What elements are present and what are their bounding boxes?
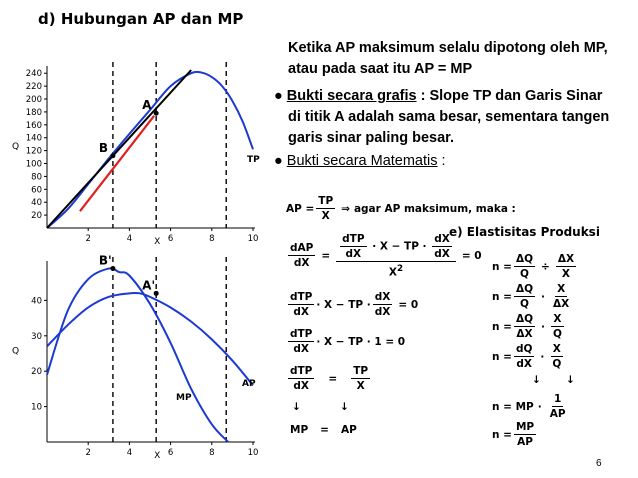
tp-curve xyxy=(47,72,253,228)
graphic-proof-tail: : Slope TP dan Garis Sinar xyxy=(416,88,603,104)
math-proof-tail: : xyxy=(437,153,446,169)
eq-ap-definition: AP = $\frac{TP}{X}$ ⇒ agar AP maksimum, maka : xyxy=(286,195,516,222)
eq-derivative: $\frac{\text{dAP}}{dX}$ = $\frac{\text{dTP}}{dX}$ · X − TP · $\frac{dX}{dX}$ $X^2$ = 0 xyxy=(290,233,482,279)
elasticity-row-5: n = MP · $\frac{1}{AP}$ xyxy=(492,393,566,420)
x-axis-label: X xyxy=(154,451,161,461)
bullet-graphic-proof xyxy=(274,86,609,149)
graphic-proof-line-2: garis sinar paling besar. xyxy=(288,130,455,146)
y-tick-label: 20 xyxy=(31,367,42,378)
point-marker xyxy=(154,111,159,116)
x-tick-label: 4 xyxy=(126,234,133,244)
eq-step-4: $\frac{\text{dTP}}{dX}$ = $\frac{TP}{X}$ xyxy=(290,365,369,392)
ap-curve xyxy=(47,293,253,385)
x-tick-label: 10 xyxy=(247,448,259,458)
y-tick-label: 220 xyxy=(25,82,42,93)
y-tick-label: 140 xyxy=(25,133,42,144)
ray-line xyxy=(47,70,191,228)
elasticity-heading: e) Elastisitas Produksi xyxy=(449,225,600,239)
x-tick-label: 2 xyxy=(85,448,91,458)
curve-label: AP xyxy=(242,379,256,389)
y-tick-label: 200 xyxy=(25,95,42,106)
x-axis-label: X xyxy=(154,237,161,247)
y-axis-label: Q xyxy=(12,142,20,152)
point-label: A' xyxy=(142,278,156,293)
bullet-marker: ● xyxy=(274,88,283,104)
y-tick-label: 240 xyxy=(25,69,42,80)
y-tick-label: 120 xyxy=(25,146,42,157)
intro-paragraph xyxy=(288,38,608,80)
graphic-proof-heading: Bukti secara grafis xyxy=(286,88,417,104)
x-tick-label: 6 xyxy=(167,234,174,244)
x-tick-label: 10 xyxy=(247,234,259,244)
elasticity-arrow-right: ↓ xyxy=(566,374,575,386)
y-tick-label: 60 xyxy=(31,185,42,196)
x-tick-label: 4 xyxy=(126,448,133,458)
elasticity-row-2: n = $\frac{\Delta Q}{Q}$ · $\frac{X}{\Delta X}$ xyxy=(492,283,570,310)
proof-arrow-right: ↓ xyxy=(340,401,349,413)
elasticity-row-6: n = $\frac{MP}{AP}$ xyxy=(492,421,535,448)
y-tick-label: 100 xyxy=(25,159,42,170)
proof-arrow-left: ↓ xyxy=(292,401,301,413)
elasticity-arrow-left: ↓ xyxy=(532,374,541,386)
fraction: $\frac{TP}{X}$ xyxy=(318,195,334,222)
point-label: B' xyxy=(98,253,112,268)
y-tick-label: 10 xyxy=(31,402,42,413)
y-tick-label: 160 xyxy=(25,120,42,131)
x-tick-label: 2 xyxy=(85,234,91,244)
y-tick-label: 20 xyxy=(31,211,42,222)
x-tick-label: 8 xyxy=(209,234,215,244)
bullet-marker: ● xyxy=(274,153,283,169)
tp-chart xyxy=(12,62,260,247)
point-label: A xyxy=(142,98,152,113)
x-tick-label: 6 xyxy=(167,448,174,458)
y-tick-label: 30 xyxy=(31,331,42,342)
tangent-line xyxy=(80,116,154,211)
ap-mp-chart xyxy=(12,254,258,461)
mp-curve xyxy=(47,268,228,442)
eq-result: MP = AP xyxy=(290,424,357,436)
charts-canvas xyxy=(0,0,280,478)
curve-label: MP xyxy=(176,393,192,403)
elasticity-row-1: n = $\frac{\Delta Q}{Q}$ ÷ $\frac{\Delta X}{X}$ xyxy=(492,253,575,280)
math-proof-heading: Bukti secara Matematis xyxy=(286,153,438,169)
curve-label: TP xyxy=(247,155,260,165)
y-tick-label: 180 xyxy=(25,107,42,118)
intro-line-1: Ketika AP maksimum selalu dipotong oleh MP, xyxy=(288,40,608,56)
elasticity-row-3: n = $\frac{\Delta Q}{\Delta X}$ · $\frac{X}{Q}$ xyxy=(492,313,562,340)
y-axis-label: Q xyxy=(12,346,20,357)
slide-title: d) Hubungan AP dan MP xyxy=(38,10,244,28)
eq-step-2: $\frac{\text{dTP}}{dX}$ · X − TP · $\frac{dX}{dX}$ = 0 xyxy=(290,291,419,318)
y-tick-label: 40 xyxy=(31,198,42,209)
x-tick-label: 8 xyxy=(209,448,215,458)
y-tick-label: 40 xyxy=(31,296,42,307)
y-tick-label: 80 xyxy=(31,172,42,183)
intro-line-2: atau pada saat itu AP = MP xyxy=(288,61,473,77)
page-number: 6 xyxy=(596,458,602,469)
graphic-proof-line-1: di titik A adalah sama besar, sementara tangen xyxy=(288,109,610,125)
elasticity-row-4: n = $\frac{dQ}{dX}$ · $\frac{X}{Q}$ xyxy=(492,343,562,370)
point-label: B xyxy=(98,140,109,155)
eq-step-3: $\frac{\text{dTP}}{dX}$ · X − TP · 1 = 0 xyxy=(290,328,406,355)
bullet-math-proof xyxy=(274,153,446,169)
point-marker xyxy=(110,153,115,158)
